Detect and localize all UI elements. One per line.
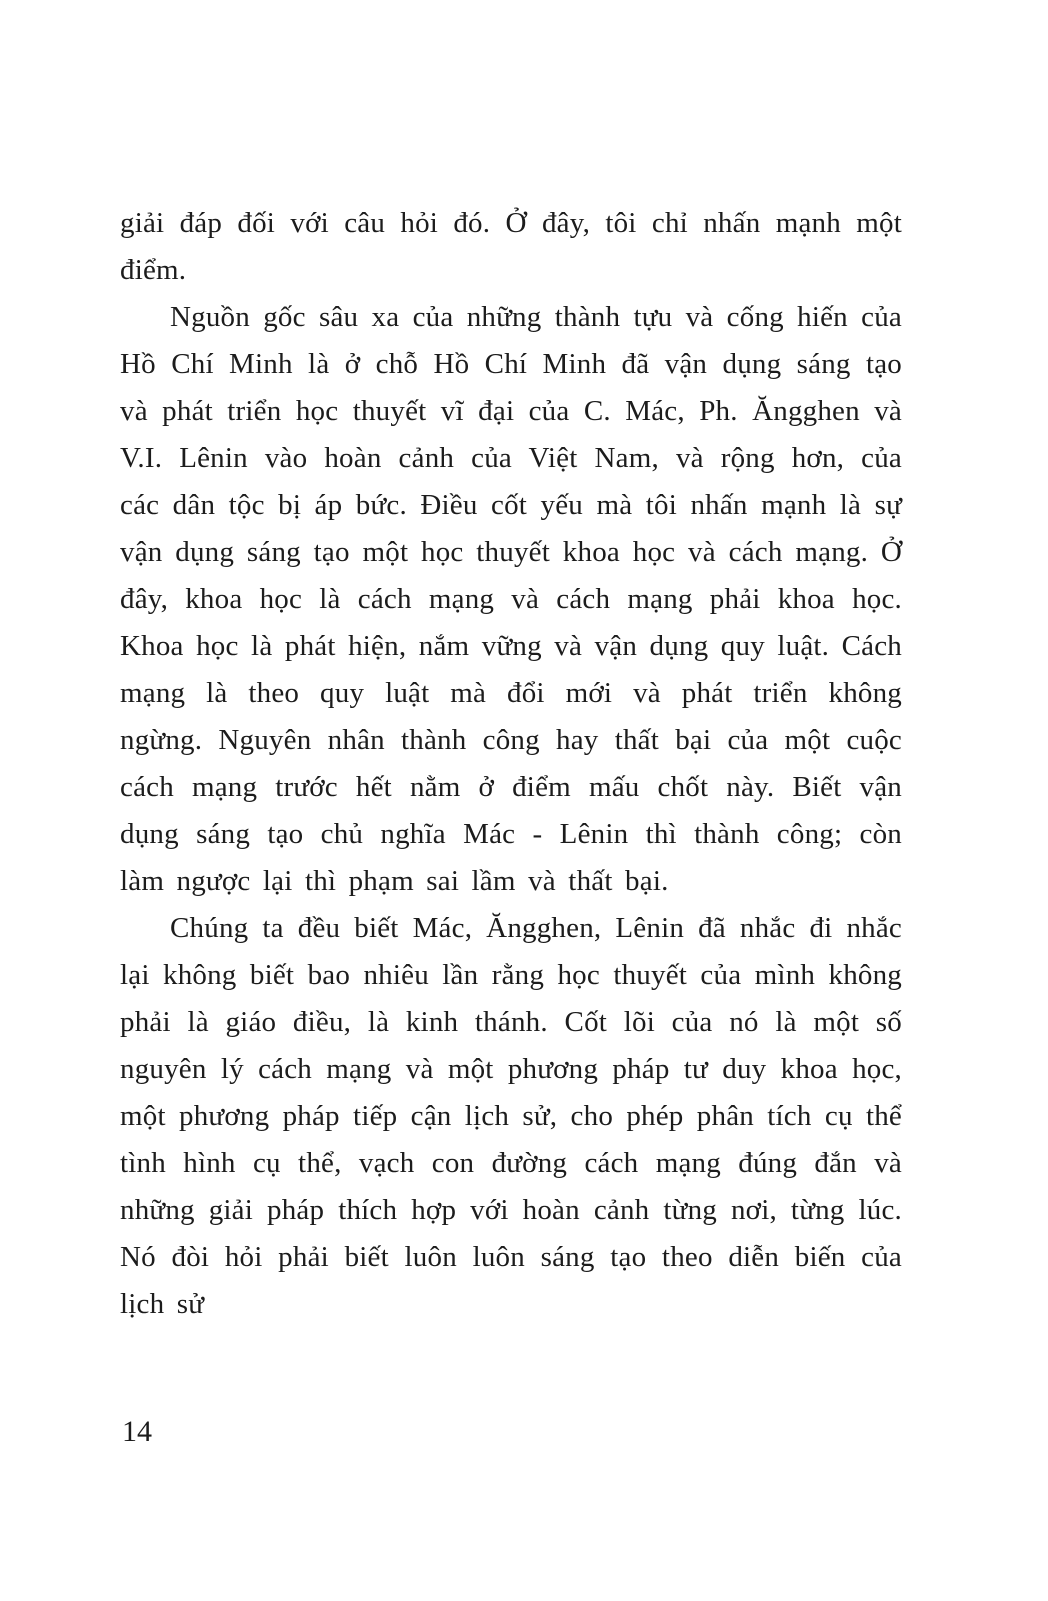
page-number: 14 bbox=[122, 1415, 152, 1448]
paragraph: giải đáp đối với câu hỏi đó. Ở đây, tôi chỉ nhấn mạnh một điểm. bbox=[120, 207, 902, 286]
paragraph: Chúng ta đều biết Mác, Ăngghen, Lênin đã nhắc đi nhắc lại không biết bao nhiêu lần rằng học thuyết của mình không phải là giáo điều, là kinh thánh. Cốt lõi của nó là một số nguyên lý cách mạng và một phương pháp tư duy khoa học, một phương pháp tiếp cận lịch sử, cho phép phân tích cụ thể tình hình cụ thể, vạch con đường cách mạng đúng đắn và những giải pháp thích hợp với hoàn cảnh từng nơi, từng lúc. Nó đòi hỏi phải biết luôn luôn sáng tạo theo diễn biến của lịch sử bbox=[120, 912, 902, 1320]
body-text bbox=[120, 200, 902, 1328]
paragraph: Nguồn gốc sâu xa của những thành tựu và cống hiến của Hồ Chí Minh là ở chỗ Hồ Chí Minh đã vận dụng sáng tạo và phát triển học thuyết vĩ đại của C. Mác, Ph. Ăngghen và V.I. Lênin vào hoàn cảnh của Việt Nam, và rộng hơn, của các dân tộc bị áp bức. Điều cốt yếu mà tôi nhấn mạnh là sự vận dụng sáng tạo một học thuyết khoa học và cách mạng. Ở đây, khoa học là cách mạng và cách mạng phải khoa học. Khoa học là phát hiện, nắm vững và vận dụng quy luật. Cách mạng là theo quy luật mà đổi mới và phát triển không ngừng. Nguyên nhân thành công hay thất bại của một cuộc cách mạng trước hết nằm ở điểm mấu chốt này. Biết vận dụng sáng tạo chủ nghĩa Mác - Lênin thì thành công; còn làm ngược lại thì phạm sai lầm và thất bại. bbox=[120, 301, 902, 897]
